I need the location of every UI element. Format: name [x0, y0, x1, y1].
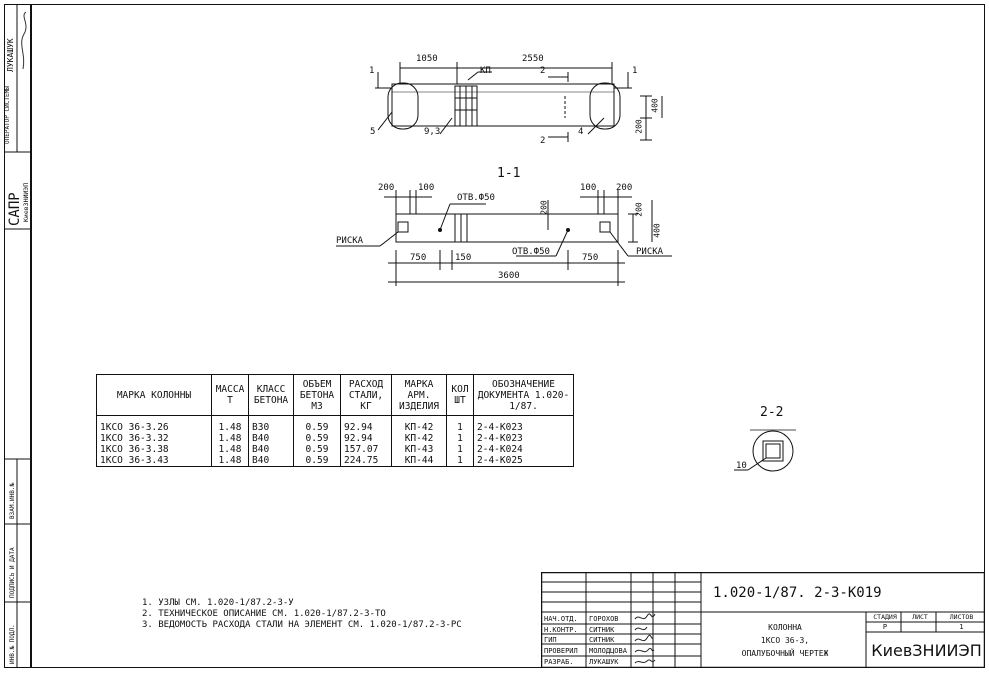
org-name: КиевЗНИИЭП — [871, 641, 982, 660]
cell-qty: 1 — [447, 444, 474, 455]
dim-750-left: 750 — [410, 253, 427, 263]
cell-rebar: КП-43 — [392, 444, 447, 455]
sign-date-label: ПОДПИСЬ И ДАТА — [9, 547, 16, 598]
cell-class: В40 — [249, 433, 294, 444]
stage-value: Р — [882, 623, 888, 631]
cell-qty: 1 — [447, 422, 474, 433]
cell-qty: 1 — [447, 433, 474, 444]
cell-doc: 2-4-К023 — [474, 422, 574, 433]
th-rebar-mark: МАРКА АРМ. ИЗДЕЛИЯ — [392, 375, 447, 416]
cell-mass: 1.48 — [212, 422, 249, 433]
dim-750-right: 750 — [582, 253, 599, 263]
cell-steel: 92.94 — [341, 433, 392, 444]
section-1-left-mark: 1 — [369, 66, 375, 76]
sapr-label: САПР — [7, 192, 23, 226]
th-steel: РАСХОД СТАЛИ, КГ — [341, 375, 392, 416]
cell-steel: 92.94 — [341, 422, 392, 433]
kp-label: КП — [480, 66, 491, 76]
role-label: Н.КОНТР. — [544, 626, 578, 634]
cell-mass: 1.48 — [212, 455, 249, 467]
signer-name: МОЛОДЦОВА — [589, 647, 627, 655]
dim-200-side: 200 — [634, 202, 644, 217]
signer-name: ЛУКАШУК — [589, 658, 619, 666]
plan-outline — [392, 84, 614, 126]
org-label-side: КиевЗНИИЭП — [22, 182, 30, 222]
th-concrete-class: КЛАСС БЕТОНА — [249, 375, 294, 416]
callout-5: 5 — [370, 127, 376, 137]
dim-100-left: 100 — [418, 183, 435, 193]
element-name-line2: 1КСО 36-3, — [760, 636, 810, 645]
cell-rebar: КП-44 — [392, 455, 447, 467]
dim-200-right: 200 — [616, 183, 633, 193]
cell-volume: 0.59 — [294, 444, 341, 455]
cell-class: В30 — [249, 422, 294, 433]
cell-mass: 1.48 — [212, 433, 249, 444]
cell-steel: 224.75 — [341, 455, 392, 467]
column-spec-table — [96, 374, 574, 467]
document-code: 1.020-1/87. 2-3-К019 — [713, 585, 882, 601]
signer-name: СИТНИК — [589, 626, 615, 634]
signer-name: СИТНИК — [589, 636, 615, 644]
stage-label: СТАДИЯ — [873, 613, 897, 621]
cell-rebar: КП-42 — [392, 422, 447, 433]
dim-3600: 3600 — [498, 271, 520, 281]
table-row — [97, 455, 574, 467]
inv-vzam-label: ВЗАМ.ИНВ.№ — [9, 482, 16, 519]
dim-200-plan: 200 — [634, 119, 644, 134]
dim-100-right: 100 — [580, 183, 597, 193]
cell-volume: 0.59 — [294, 455, 341, 467]
dim-200-mid: 200 — [539, 200, 549, 215]
cell-qty: 1 — [447, 455, 474, 467]
role-label: ПРОВЕРИЛ — [544, 647, 578, 655]
table-row — [97, 433, 574, 444]
th-concrete-volume: ОБЪЕМ БЕТОНА М3 — [294, 375, 341, 416]
plan-right-hook — [590, 83, 620, 129]
cell-doc: 2-4-К023 — [474, 433, 574, 444]
cell-rebar: КП-42 — [392, 433, 447, 444]
role-label: РАЗРАБ. — [544, 658, 574, 666]
callout-4: 4 — [578, 127, 584, 137]
cell-doc: 2-4-К024 — [474, 444, 574, 455]
th-document: ОБОЗНАЧЕНИЕ ДОКУМЕНТА 1.020-1/87. — [474, 375, 574, 416]
riska-right: РИСКА — [636, 247, 664, 257]
section-2-top-mark: 2 — [540, 66, 546, 76]
dim-2550: 2550 — [522, 54, 544, 64]
note-item: 2. ТЕХНИЧЕСКОЕ ОПИСАНИЕ СМ. 1.020-1/87.2-3-ТО — [142, 609, 386, 619]
cell-mark: 1КСО 36-3.32 — [97, 433, 212, 444]
section-2-bottom-mark: 2 — [540, 136, 546, 146]
cell-steel: 157.07 — [341, 444, 392, 455]
dim-1050: 1050 — [416, 54, 438, 64]
note-item: 1. УЗЛЫ СМ. 1.020-1/87.2-3-У — [142, 598, 294, 608]
role-label: ГИП — [544, 636, 557, 644]
hole-label-top: ОТВ.Ф50 — [457, 193, 495, 203]
element-name-line3: ОПАЛУБОЧНЫЙ ЧЕРТЕЖ — [741, 649, 829, 658]
general-notes — [142, 598, 462, 631]
operator-name: ЛУКАШУК — [6, 38, 15, 72]
sheets-label: ЛИСТОВ — [949, 613, 974, 621]
hole-label-bottom: ОТВ.Ф50 — [512, 247, 550, 257]
role-label: НАЧ.ОТД. — [544, 615, 578, 623]
dim-200-left: 200 — [378, 183, 395, 193]
title-block — [541, 572, 985, 668]
th-qty: КОЛ ШТ — [447, 375, 474, 416]
dim-400-plan: 400 — [650, 98, 660, 113]
sheet-label: ЛИСТ — [912, 613, 928, 621]
table-row — [97, 444, 574, 455]
th-mass: МАССА Т — [212, 375, 249, 416]
dim-400-elev: 400 — [652, 223, 662, 238]
section22-outline — [753, 431, 793, 471]
operator-label: ОПЕРАТОР СИСТЕМЫ — [4, 86, 11, 144]
cell-mark: 1КСО 36-3.26 — [97, 422, 212, 433]
cell-doc: 2-4-К025 — [474, 455, 574, 467]
sheets-value: 1 — [959, 623, 964, 631]
callout-10: 10 — [736, 461, 747, 471]
riska-left: РИСКА — [336, 236, 364, 246]
dim-150: 150 — [455, 253, 472, 263]
signer-name: ГОРОХОВ — [589, 615, 619, 623]
cell-volume: 0.59 — [294, 433, 341, 444]
th-mark: МАРКА КОЛОННЫ — [97, 375, 212, 416]
element-name-line1: КОЛОННА — [768, 623, 802, 632]
section-2-2-title: 2-2 — [760, 405, 784, 420]
cell-class: В40 — [249, 444, 294, 455]
elevation-outline — [396, 214, 618, 242]
table-row — [97, 422, 574, 433]
note-item: 3. ВЕДОМОСТЬ РАСХОДА СТАЛИ НА ЭЛЕМЕНТ СМ. 1.020-1/87.2-3-РС — [142, 620, 462, 630]
cell-volume: 0.59 — [294, 422, 341, 433]
cell-mass: 1.48 — [212, 444, 249, 455]
cell-class: В40 — [249, 455, 294, 467]
section-1-1-title: 1-1 — [497, 166, 521, 181]
inv-podl-label: ИНВ.№ ПОДЛ. — [9, 624, 16, 664]
section-1-right-mark: 1 — [632, 66, 638, 76]
cell-mark: 1КСО 36-3.38 — [97, 444, 212, 455]
callout-9-3: 9,3 — [424, 127, 441, 137]
cell-mark: 1КСО 36-3.43 — [97, 455, 212, 467]
